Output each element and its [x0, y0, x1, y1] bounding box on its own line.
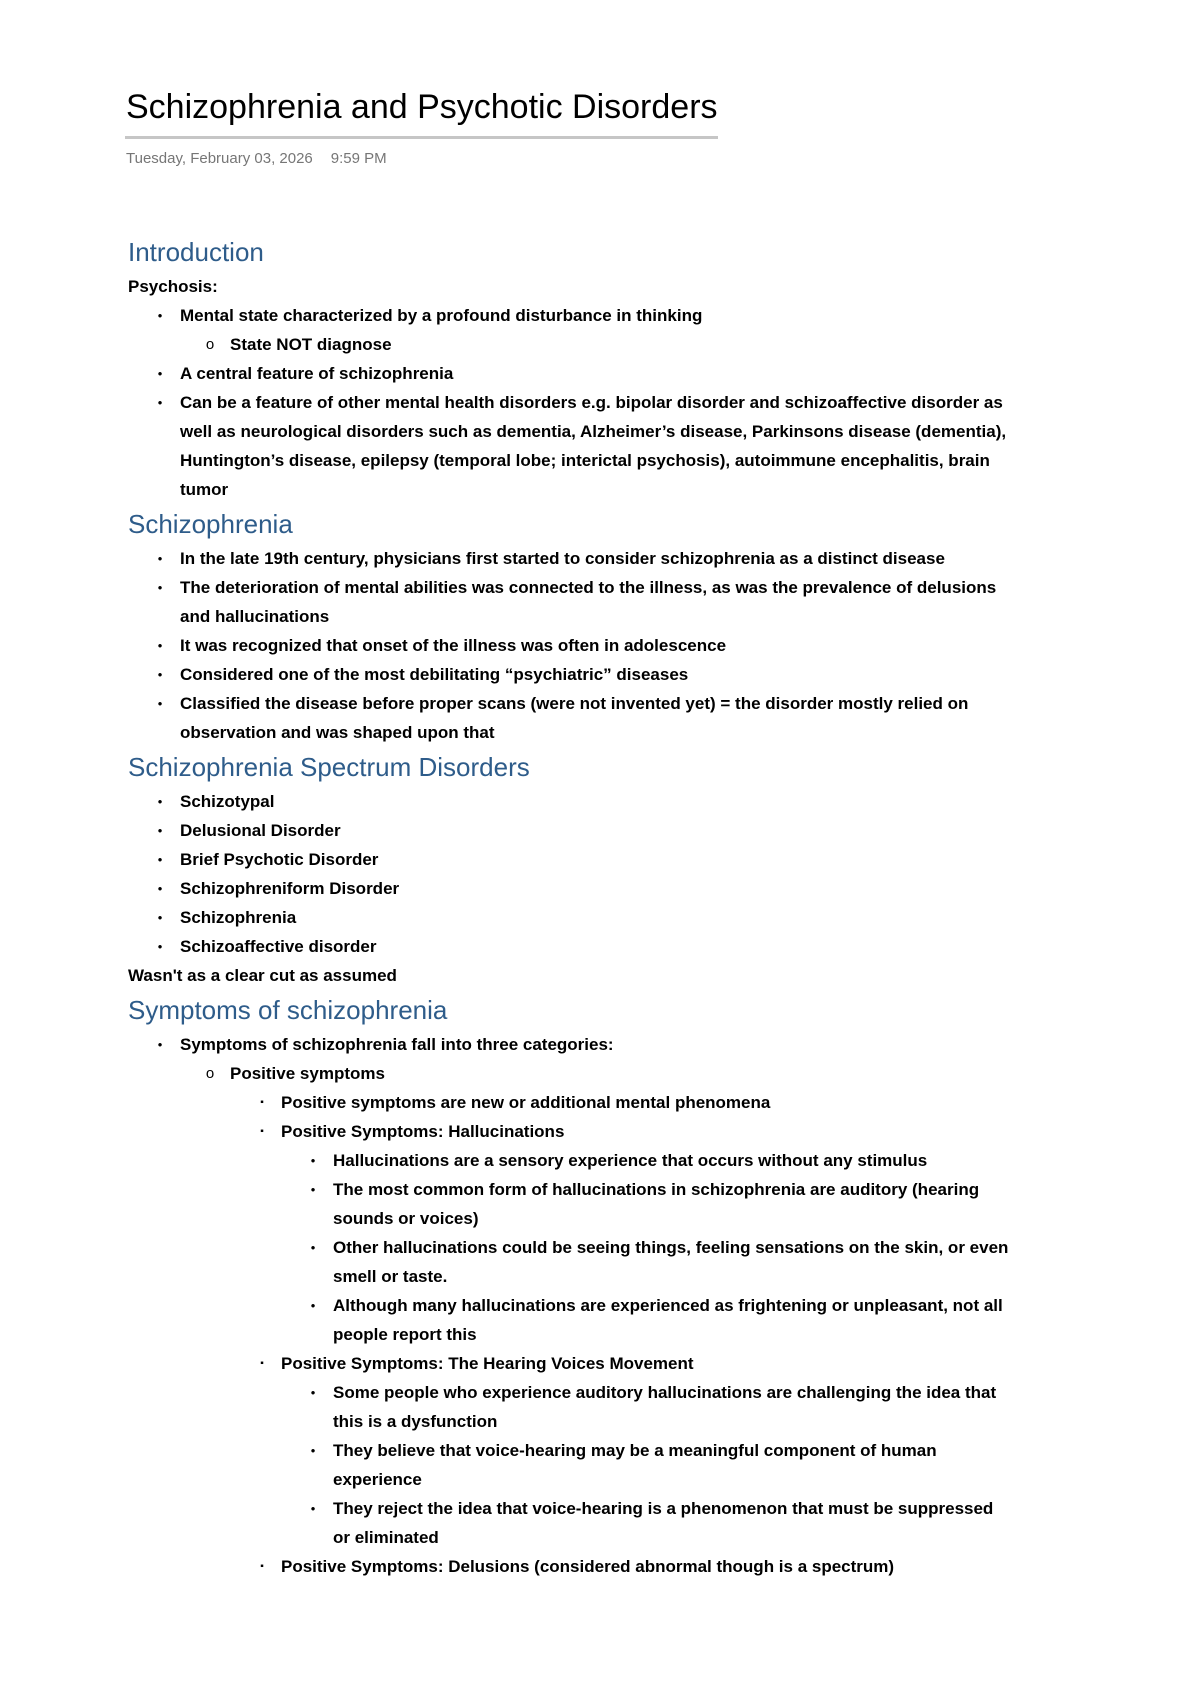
bullet-square-icon: ▪ — [260, 1097, 264, 1108]
bullet-disc-icon: • — [157, 308, 163, 323]
section-heading-schizophrenia: Schizophrenia — [128, 509, 293, 539]
page-timestamp — [126, 150, 387, 167]
list-item: • The deterioration of mental abilities was connected to the illness, as was the prevalence of delusions and hallucinations — [128, 573, 1015, 631]
list-item: • Although many hallucinations are experienced as frightening or unpleasant, not all people report this — [128, 1291, 1013, 1349]
bullet-circle-icon: o — [205, 1065, 215, 1082]
list-item: o State NOT diagnose — [128, 330, 1028, 359]
list-item: • They reject the idea that voice-hearing is a phenomenon that must be suppressed or eliminated — [128, 1494, 1013, 1552]
list-item: o Positive symptoms — [128, 1059, 1028, 1088]
bullet-circle-icon: o — [205, 336, 215, 353]
bullet-disc-icon: • — [157, 395, 163, 410]
schizophrenia-list — [128, 544, 1028, 747]
list-item: • Symptoms of schizophrenia fall into three categories: — [128, 1030, 1028, 1059]
list-item: • Brief Psychotic Disorder — [128, 845, 1028, 874]
list-item: • Schizophrenia — [128, 903, 1028, 932]
bullet-square-icon: ▪ — [260, 1561, 264, 1572]
list-item: • Other hallucinations could be seeing things, feeling sensations on the skin, or even smell or taste. — [128, 1233, 1013, 1291]
bullet-disc-icon: • — [157, 667, 163, 682]
symptoms-list — [128, 1030, 1028, 1581]
page-date: Tuesday, February 03, 2026 — [126, 150, 313, 167]
list-item: • Schizotypal — [128, 787, 1028, 816]
bullet-disc-icon: • — [157, 1037, 163, 1052]
list-item: • Schizoaffective disorder — [128, 932, 1028, 961]
spectrum-note: Wasn't as a clear cut as assumed — [128, 966, 397, 985]
list-item: • Delusional Disorder — [128, 816, 1028, 845]
list-item: • Mental state characterized by a profound disturbance in thinking — [128, 301, 1028, 330]
bullet-disc-icon: • — [157, 580, 163, 595]
bullet-disc-icon: • — [157, 823, 163, 838]
list-item: • Considered one of the most debilitating “psychiatric” diseases — [128, 660, 1015, 689]
list-item: ▪ Positive Symptoms: The Hearing Voices Movement — [128, 1349, 1028, 1378]
list-item: • Schizophreniform Disorder — [128, 874, 1028, 903]
bullet-disc-icon: • — [310, 1153, 316, 1168]
list-item: • Hallucinations are a sensory experience that occurs without any stimulus — [128, 1146, 1013, 1175]
list-item: • It was recognized that onset of the illness was often in adolescence — [128, 631, 1015, 660]
list-item: • A central feature of schizophrenia — [128, 359, 1028, 388]
list-item: • Classified the disease before proper scans (were not invented yet) = the disorder mostly relied on observation and was shaped upon that — [128, 689, 1015, 747]
title-divider — [125, 136, 718, 139]
page-title[interactable]: Schizophrenia and Psychotic Disorders — [126, 88, 718, 126]
list-item: ▪ Positive Symptoms: Hallucinations — [128, 1117, 1028, 1146]
list-item: • Some people who experience auditory hallucinations are challenging the idea that this is a dysfunction — [128, 1378, 1013, 1436]
bullet-disc-icon: • — [310, 1385, 316, 1400]
section-heading-introduction: Introduction — [128, 237, 264, 267]
bullet-disc-icon: • — [157, 939, 163, 954]
bullet-disc-icon: • — [157, 881, 163, 896]
list-item: • They believe that voice-hearing may be a meaningful component of human experience — [128, 1436, 1013, 1494]
bullet-square-icon: ▪ — [260, 1126, 264, 1137]
page-time: 9:59 PM — [330, 150, 387, 167]
bullet-disc-icon: • — [310, 1501, 316, 1516]
list-item: • Can be a feature of other mental health disorders e.g. bipolar disorder and schizoaffective disorder as well as neurological disorders such as dementia, Alzheimer’s disease, Parkinsons disease (dementia), Huntington’s disease, epilepsy (temporal lobe; interictal psychosis), autoimmune encephalitis, brain tumor — [128, 388, 1015, 504]
list-item: • The most common form of hallucinations in schizophrenia are auditory (hearing sounds or voices) — [128, 1175, 1013, 1233]
section-heading-spectrum-disorders: Schizophrenia Spectrum Disorders — [128, 752, 530, 782]
introduction-list — [128, 301, 1028, 504]
list-item: ▪ Positive symptoms are new or additional mental phenomena — [128, 1088, 1028, 1117]
spectrum-list — [128, 787, 1028, 961]
list-item: ▪ Positive Symptoms: Delusions (considered abnormal though is a spectrum) — [128, 1552, 1028, 1581]
bullet-square-icon: ▪ — [260, 1358, 264, 1369]
bullet-disc-icon: • — [310, 1443, 316, 1458]
psychosis-label: Psychosis: — [128, 277, 218, 296]
bullet-disc-icon: • — [157, 794, 163, 809]
note-content — [128, 232, 1028, 1581]
bullet-disc-icon: • — [310, 1298, 316, 1313]
bullet-disc-icon: • — [157, 638, 163, 653]
section-heading-symptoms: Symptoms of schizophrenia — [128, 995, 448, 1025]
list-item: • In the late 19th century, physicians first started to consider schizophrenia as a distinct disease — [128, 544, 1015, 573]
bullet-disc-icon: • — [310, 1182, 316, 1197]
bullet-disc-icon: • — [157, 852, 163, 867]
bullet-disc-icon: • — [157, 910, 163, 925]
bullet-disc-icon: • — [157, 551, 163, 566]
bullet-disc-icon: • — [310, 1240, 316, 1255]
bullet-disc-icon: • — [157, 366, 163, 381]
bullet-disc-icon: • — [157, 696, 163, 711]
